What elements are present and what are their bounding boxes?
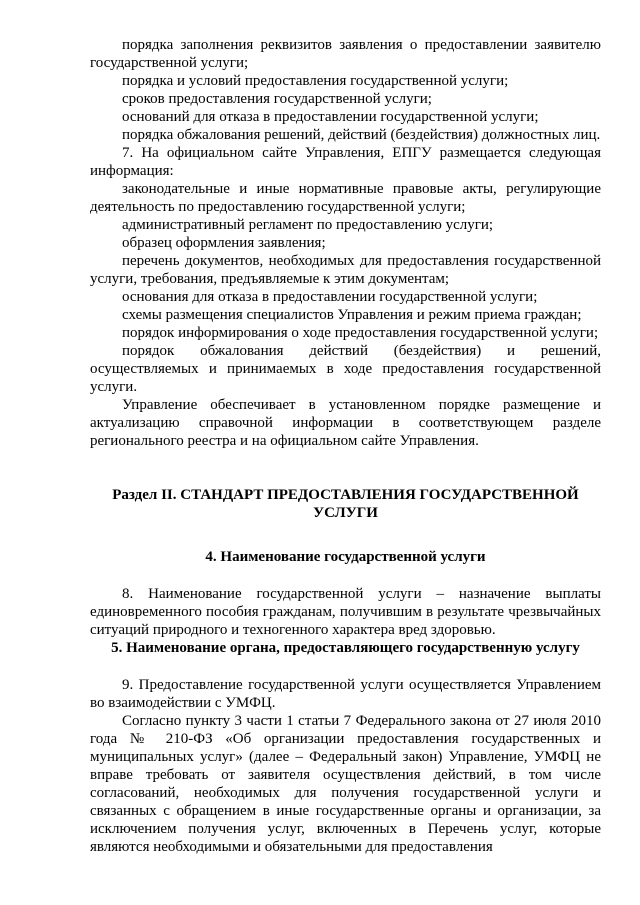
paragraph-7: 7. На официальном сайте Управления, ЕПГУ размещается следующая информация: (90, 145, 601, 179)
list-item: административный регламент по предоставлению услуги; (122, 217, 494, 233)
paragraph-9: 9. Предоставление государственной услуги осуществляется Управлением во взаимодействии с УМФЦ. (90, 677, 601, 711)
list-item: схемы размещения специалистов Управления и режим приема граждан; (122, 307, 582, 323)
list-item: образец оформления заявления; (122, 235, 326, 251)
list-item: сроков предоставления государственной услуги; (122, 91, 432, 107)
spacer (90, 566, 601, 585)
paragraph-law: Согласно пункту 3 части 1 статьи 7 Федерального закона от 27 июля 2010 года № 210-ФЗ «Об организации предоставления государственных и муниципальных услуг» (далее – Федеральный закон) Управление, УМФЦ не вправе требовать от заявителя осуществления действий, в том числе согласований, необходимых для получения государственной услуги и связанных с обращением в иные государственные органы и организации, за исключением получения услуг, включенных в Перечень услуг, которые являются необходимыми и обязательными для предоставления (90, 713, 601, 855)
list-item: порядок информирования о ходе предоставления государственной услуги; (122, 325, 599, 341)
list-item: порядка обжалования решений, действий (бездействия) должностных лиц. (122, 127, 601, 143)
list-item: порядка и условий предоставления государственной услуги; (122, 73, 509, 89)
list-item: оснований для отказа в предоставлении государственной услуги; (122, 109, 539, 125)
list-item: основания для отказа в предоставлении государственной услуги; (122, 289, 538, 305)
list-item: порядок обжалования действий (бездействия) и решений, осуществляемых и принимаемых в ходе предоставления государственной услуги. (90, 343, 601, 395)
spacer (90, 657, 601, 676)
list-item: перечень документов, необходимых для предоставления государственной услуги, требования, предъявляемые к этим документам; (90, 253, 601, 287)
subheading-authority: 5. Наименование органа, предоставляющего государственную услугу (111, 640, 580, 656)
spacer (90, 522, 601, 548)
spacer (90, 450, 601, 486)
subheading-service-name: 4. Наименование государственной услуги (205, 549, 486, 565)
list-item: законодательные и иные нормативные правовые акты, регулирующие деятельность по предоставлению государственной услуги; (90, 181, 601, 215)
list-item: порядка заполнения реквизитов заявления о предоставлении заявителю государственной услуги; (90, 37, 601, 71)
closing-paragraph: Управление обеспечивает в установленном порядке размещение и актуализацию справочной информации в соответствующем разделе регионального реестра и на официальном сайте Управления. (90, 397, 601, 449)
paragraph-8: 8. Наименование государственной услуги – назначение выплаты единовременного пособия гражданам, получившим в результате чрезвычайных ситуаций природного и техногенного характера вред здоровью. (90, 586, 601, 638)
document-page (90, 36, 601, 856)
section-heading: Раздел II. СТАНДАРТ ПРЕДОСТАВЛЕНИЯ ГОСУДАРСТВЕННОЙ УСЛУГИ (112, 487, 579, 521)
